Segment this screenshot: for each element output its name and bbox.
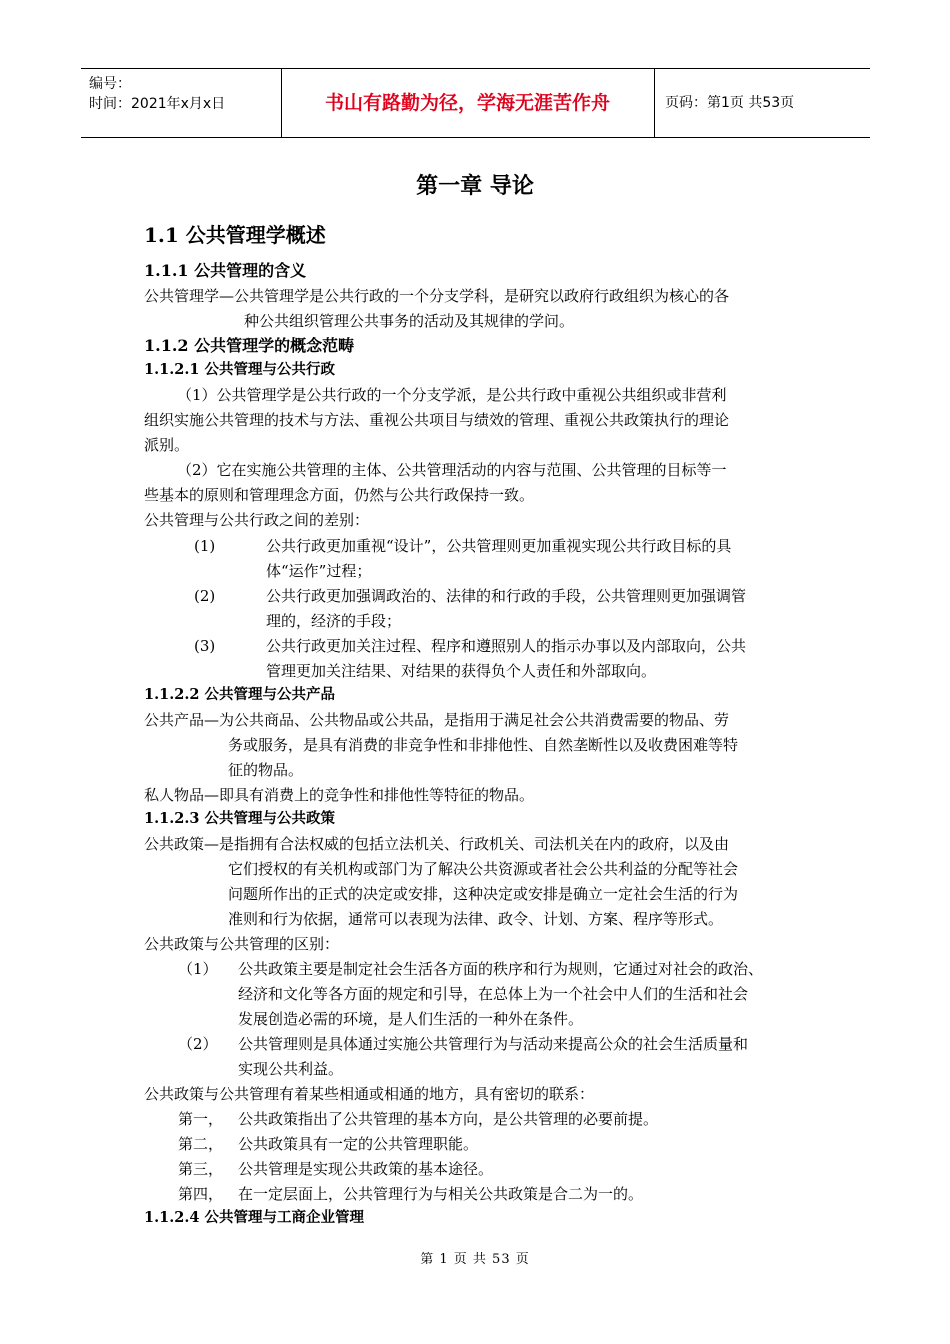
subsection-title: 1.1.2 公共管理学的概念范畴 [144,336,355,355]
paragraph-line: 公共政策与公共管理的区别： [144,935,340,953]
list-number: 第一， [178,1110,224,1128]
list-item-line: 公共管理是实现公共政策的基本途径。 [238,1160,494,1178]
section-title: 1.1 公共管理学概述 [144,223,326,247]
paragraph-line: 征的物品。 [228,761,304,779]
subsection-title: 1.1.1 公共管理的含义 [144,261,307,280]
paragraph-line: 公共管理学—公共管理学是公共行政的一个分支学科，是研究以政府行政组织为核心的各 [144,287,730,305]
paragraph-line: 公共政策—是指拥有合法权威的包括立法机关、行政机关、司法机关在内的政府，以及由 [144,835,730,853]
paragraph-line: 公共产品—为公共商品、公共物品或公共品，是指用于满足社会公共消费需要的物品、劳 [144,711,730,729]
list-number: （2） [178,1035,218,1053]
paragraph-line: 准则和行为依据，通常可以表现为法律、政令、计划、方案、程序等形式。 [228,910,724,928]
list-item-line: 体“运作”过程； [266,562,372,580]
list-number: (3) [194,637,216,655]
paragraph-line: 公共管理与公共行政之间的差别： [144,511,370,529]
list-item-line: 公共管理则是具体通过实施公共管理行为与活动来提高公众的社会生活质量和 [238,1035,749,1053]
list-number: 第四， [178,1185,224,1203]
paragraph-line: 务或服务，是具有消费的非竞争性和非排他性、自然垄断性以及收费困难等特 [228,736,739,754]
page-header [81,68,870,138]
list-item-line: 在一定层面上，公共管理行为与相关公共政策是合二为一的。 [238,1185,644,1203]
list-number: 第二， [178,1135,224,1153]
subsubsection-title: 1.1.2.3 公共管理与公共政策 [144,810,336,827]
list-item-line: 实现公共利益。 [238,1060,344,1078]
list-item-line: 公共行政更加关注过程、程序和遵照别人的指示办事以及内部取向，公共 [266,637,747,655]
paragraph-line: 种公共组织管理公共事务的活动及其规律的学问。 [244,312,575,330]
paragraph-line: 公共政策与公共管理有着某些相通或相通的地方，具有密切的联系： [144,1085,595,1103]
list-item-line: 发展创造必需的环境，是人们生活的一种外在条件。 [238,1010,584,1028]
date-line: 时间：2021年x月x日 [89,96,226,112]
list-item-line: 管理更加关注结果、对结果的获得负个人责任和外部取向。 [266,662,657,680]
list-number: （1） [178,960,218,978]
paragraph-line: 派别。 [144,436,190,454]
paragraph-line: 些基本的原则和管理理念方面，仍然与公共行政保持一致。 [144,486,535,504]
list-item-line: 经济和文化等各方面的规定和引导，在总体上为一个社会中人们的生活和社会 [238,985,749,1003]
subsubsection-title: 1.1.2.1 公共管理与公共行政 [144,361,336,378]
header-page-info: 页码：第1页 共53页 [665,95,795,111]
chapter-title: 第一章 导论 [416,173,534,199]
header-motto: 书山有路勤为径，学海无涯苦作舟 [281,69,655,137]
paragraph-line: （2）它在实施公共管理的主体、公共管理活动的内容与范围、公共管理的目标等一 [177,461,727,479]
list-item-line: 公共政策主要是制定社会生活各方面的秩序和行为规则，它通过对社会的政治、 [238,960,764,978]
paragraph-line: 组织实施公共管理的技术与方法、重视公共项目与绩效的管理、重视公共政策执行的理论 [144,411,730,429]
paragraph-line: 问题所作出的正式的决定或安排，这种决定或安排是确立一定社会生活的行为 [228,885,739,903]
number-label: 编号： [89,76,131,92]
list-item-line: 理的，经济的手段； [266,612,402,630]
list-number: 第三， [178,1160,224,1178]
list-item-line: 公共政策指出了公共管理的基本方向，是公共管理的必要前提。 [238,1110,659,1128]
paragraph-line: 它们授权的有关机构或部门为了解决公共资源或者社会公共利益的分配等社会 [228,860,739,878]
list-item-line: 公共行政更加重视“设计”，公共管理则更加重视实现公共行政目标的具 [266,537,732,555]
header-meta-cell [81,69,282,137]
page-footer: 第 1 页 共 53 页 [420,1252,530,1267]
list-number: (2) [194,587,216,605]
paragraph-line: 私人物品—即具有消费上的竞争性和排他性等特征的物品。 [144,786,535,804]
list-item-line: 公共行政更加强调政治的、法律的和行政的手段，公共管理则更加强调管 [266,587,747,605]
paragraph-line: （1）公共管理学是公共行政的一个分支学派，是公共行政中重视公共组织或非营利 [177,386,727,404]
list-item-line: 公共政策具有一定的公共管理职能。 [238,1135,479,1153]
subsubsection-title: 1.1.2.2 公共管理与公共产品 [144,686,336,703]
list-number: (1) [194,537,216,555]
subsubsection-title: 1.1.2.4 公共管理与工商企业管理 [144,1209,365,1226]
